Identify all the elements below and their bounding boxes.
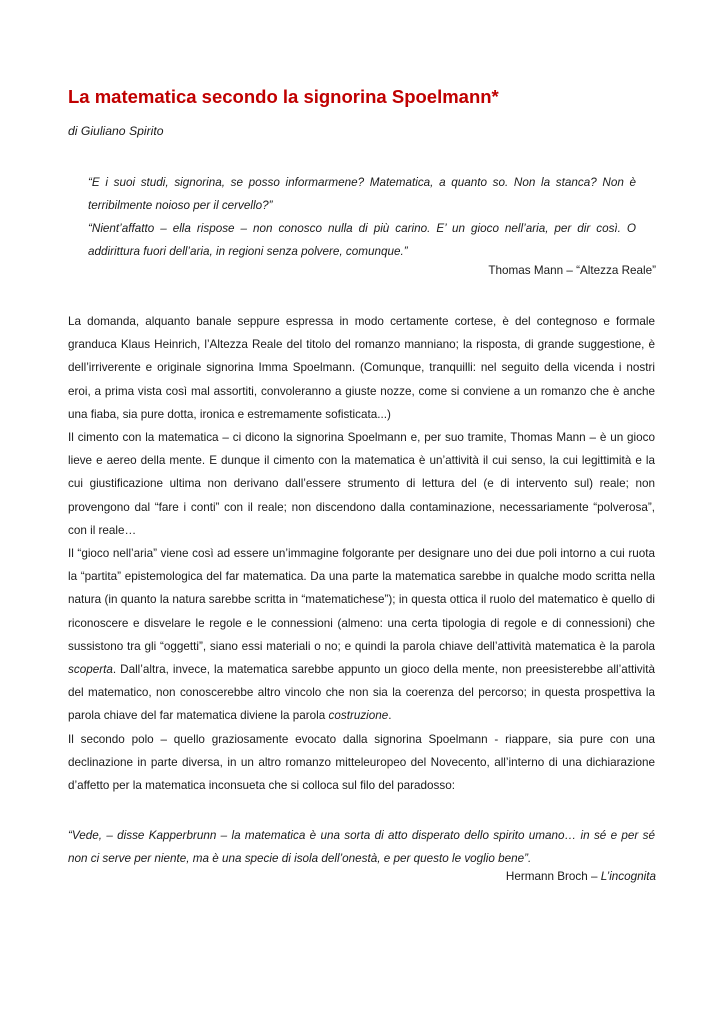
epigraph-quote	[88, 171, 636, 263]
author-line: di Giuliano Spirito	[68, 124, 164, 138]
epigraph-source: Thomas Mann – “Altezza Reale”	[488, 264, 656, 277]
book-title: L’incognita	[600, 870, 656, 883]
document-title: La matematica secondo la signorina Spoelmann*	[68, 86, 499, 107]
closing-quote: “Vede, – disse Kapperbrunn – la matematica è una sorta di atto disperato dello spirito umano… in sé e per sé non ci serve per niente, ma è una specie di isola dell’onestà, e per questo le voglio bene”.	[68, 829, 655, 865]
epigraph-line: “Nient’affatto – ella rispose – non conosco nulla di più carino. E’ un gioco nell’aria, per dir così. O addirittura fuori dell’aria, in regioni senza polvere, comunque.”	[88, 222, 636, 258]
paragraph: Il cimento con la matematica – ci dicono la signorina Spoelmann e, per suo tramite, Thomas Mann – è un gioco lieve e aereo della mente. E dunque il cimento con la matematica è un’attività il cui senso, la cui legittimità e la cui giustificazione ultima non derivano dall’essere strumento di lettura del (e di intervento sul) reale; non provengono dal “fare i conti” con il reale; non discendono dalla contaminazione, necessariamente “polverosa”, con il reale…	[68, 431, 655, 537]
paragraph: Il “gioco nell’aria” viene così ad essere un’immagine folgorante per designare uno dei due poli intorno a cui ruota la “partita” epistemologica del far matematica. Da una parte la matematica sarebbe in qualche modo scritta nella natura (in quanto la natura sarebbe scritta in “matematichese”); in questa ottica il ruolo del matematico è quello di riconoscere e disvelare le regole e le connessioni (almeno: una certa tipologia di regole e di connessioni) che sussistono tra gli “oggetti”, siano essi materiali o no; e quindi la parola chiave dell’attività matematica è la parola scoperta. Dall’altra, invece, la matematica sarebbe appunto un gioco della mente, non preesisterebbe all’attività del matematico, non conoscerebbe altro vincolo che non sia la coerenza del percorso; in questa prospettiva la parola chiave del far matematica diviene la parola costruzione.	[68, 547, 655, 723]
emphasis-scoperta: scoperta	[68, 663, 113, 677]
body-text	[68, 310, 655, 797]
paragraph: Il secondo polo – quello graziosamente evocato dalla signorina Spoelmann - riappare, sia pure con una declinazione in parte diversa, in un altro romanzo mitteleuropeo del Novecento, all’interno di una dichiarazione d’affetto per la matematica inconsueta che si colloca sul filo del paradosso:	[68, 732, 655, 793]
closing-quote-source: Hermann Broch – L’incognita	[505, 870, 656, 883]
emphasis-costruzione: costruzione	[328, 709, 389, 723]
epigraph-line: “E i suoi studi, signorina, se posso informarmene? Matematica, a quanto so. Non la stanca? Non è terribilmente noioso per il cervello?”	[88, 176, 636, 212]
paragraph: La domanda, alquanto banale seppure espressa in modo certamente cortese, è del contegnoso e formale granduca Klaus Heinrich, l’Altezza Reale del titolo del romanzo manniano; la risposta, di grande suggestione, è dell’irriverente e originale signorina Imma Spoelmann. (Comunque, tranquilli: nel seguito della vicenda i nostri eroi, a prima vista così mal assortiti, convoleranno a giuste nozze, come si conviene a un romanzo che è anche una fiaba, sia pure dotta, ironica e estremamente sofisticata...)	[68, 315, 655, 421]
